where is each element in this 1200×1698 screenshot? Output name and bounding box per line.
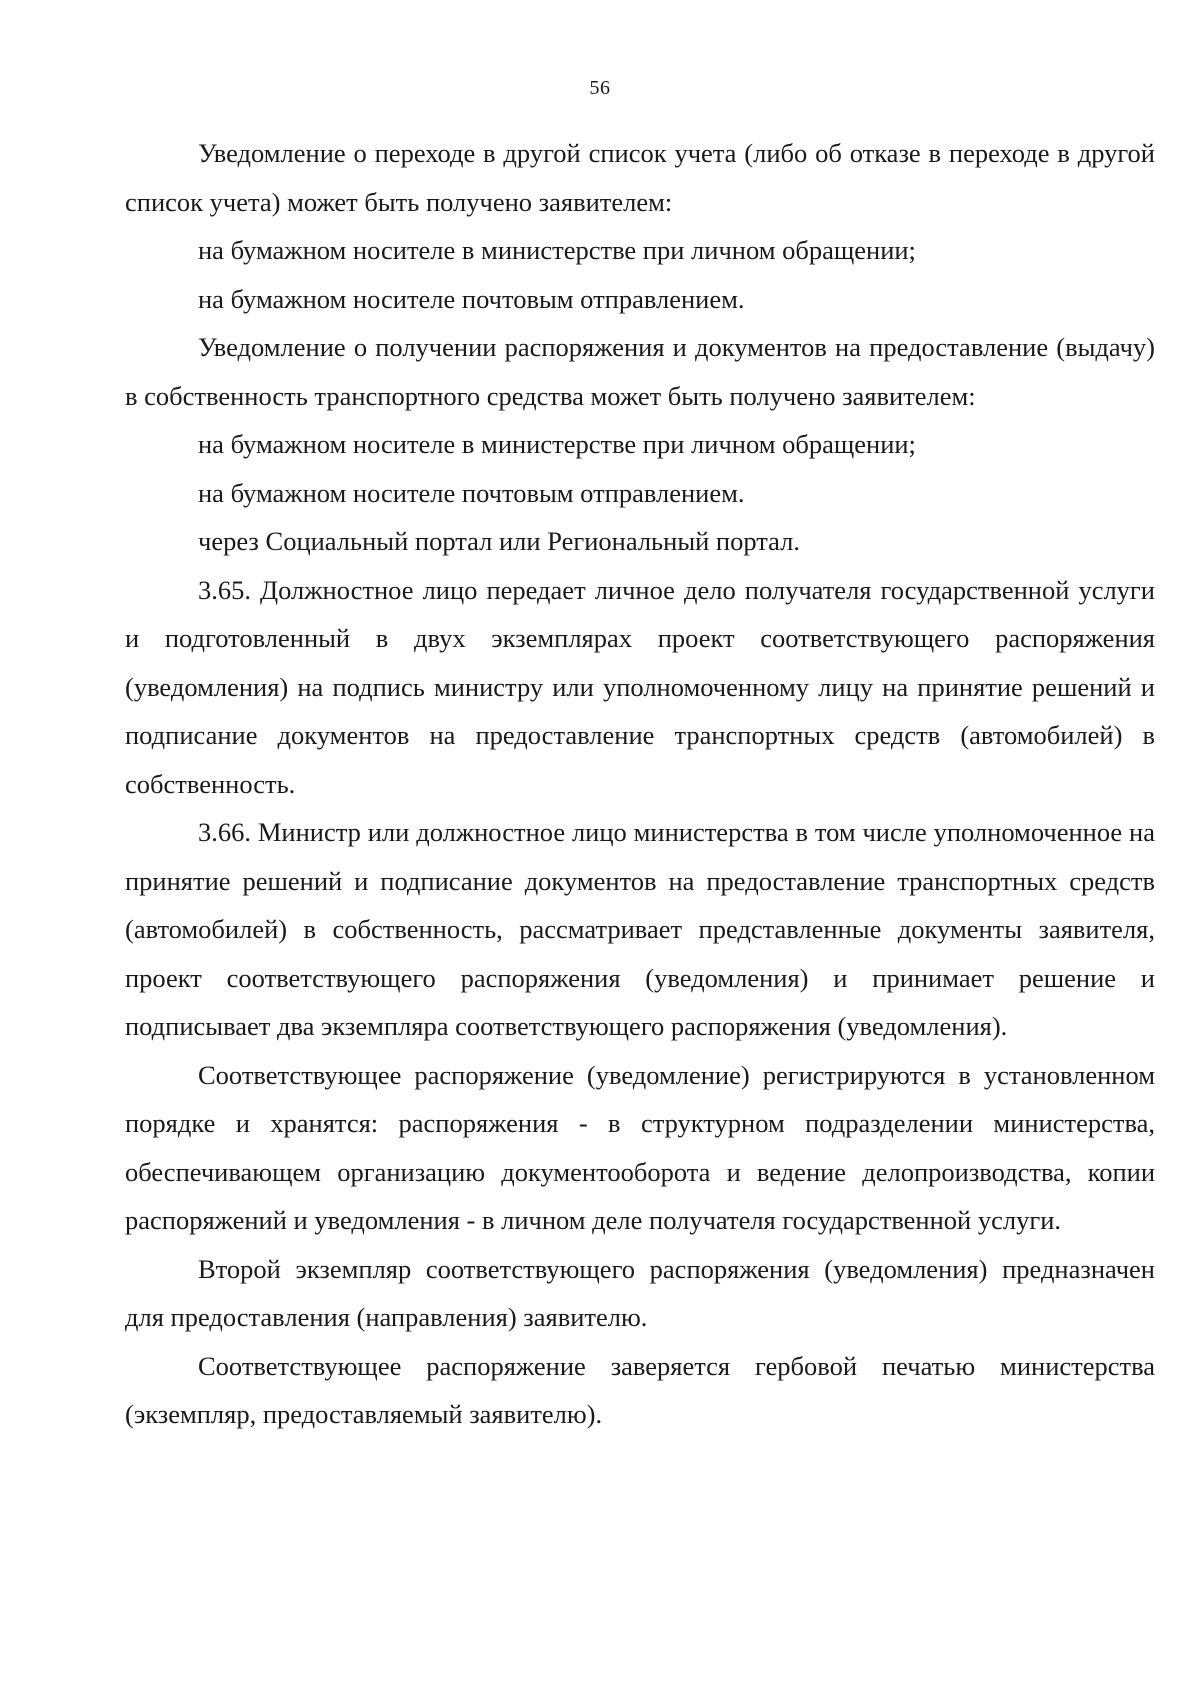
- paragraph-seal: Соответствующее распоряжение заверяется гербовой печатью министерства (экземпляр, предоставляемый заявителю).: [125, 1350, 1155, 1429]
- paragraph-second-copy: Второй экземпляр соответствующего распоряжения (уведомления) предназначен для предоставления (направления) заявителю.: [125, 1253, 1155, 1332]
- paragraph-paper-mail-2: на бумажном носителе почтовым отправлением.: [198, 477, 745, 508]
- paragraph-registration: Соответствующее распоряжение (уведомление) регистрируются в установленном порядке и хранятся: распоряжения - в структурном подразделении министерства, обеспечивающем организацию документооборота и ведение делопроизводства, копии распоряжений и уведомления - в личном деле получателя государственной услуги.: [125, 1059, 1155, 1235]
- paragraph-notice-transfer: Уведомление о переходе в другой список учета (либо об отказе в переходе в другой список учета) может быть получено заявителем:: [125, 138, 1155, 217]
- paragraph-paper-mail: на бумажном носителе почтовым отправлением.: [198, 283, 745, 314]
- paragraph-notice-order: Уведомление о получении распоряжения и документов на предоставление (выдачу) в собственность транспортного средства может быть получено заявителем:: [125, 332, 1155, 411]
- page-number: 56: [589, 77, 611, 99]
- document-body: [125, 129, 1155, 1439]
- paragraph-3-65: 3.65. Должностное лицо передает личное дело получателя государственной услуги и подготовленный в двух экземплярах проект соответствующего распоряжения (уведомления) на подпись министру или уполномоченному лицу на принятие решений и подписание документов на предоставление транспортных средств (автомобилей) в собственность.: [125, 574, 1155, 799]
- paragraph-paper-ministry: на бумажном носителе в министерстве при личном обращении;: [198, 235, 916, 265]
- paragraph-3-66: 3.66. Министр или должностное лицо министерства в том числе уполномоченное на принятие решений и подписание документов на предоставление транспортных средств (автомобилей) в собственность, рассматривает представленные документы заявителя, проект соответствующего распоряжения (уведомления) и принимает решение и подписывает два экземпляра соответствующего распоряжения (уведомления).: [125, 817, 1155, 1041]
- paragraph-paper-ministry-2: на бумажном носителе в министерстве при личном обращении;: [198, 429, 916, 459]
- paragraph-portal: через Социальный портал или Региональный портал.: [198, 526, 801, 556]
